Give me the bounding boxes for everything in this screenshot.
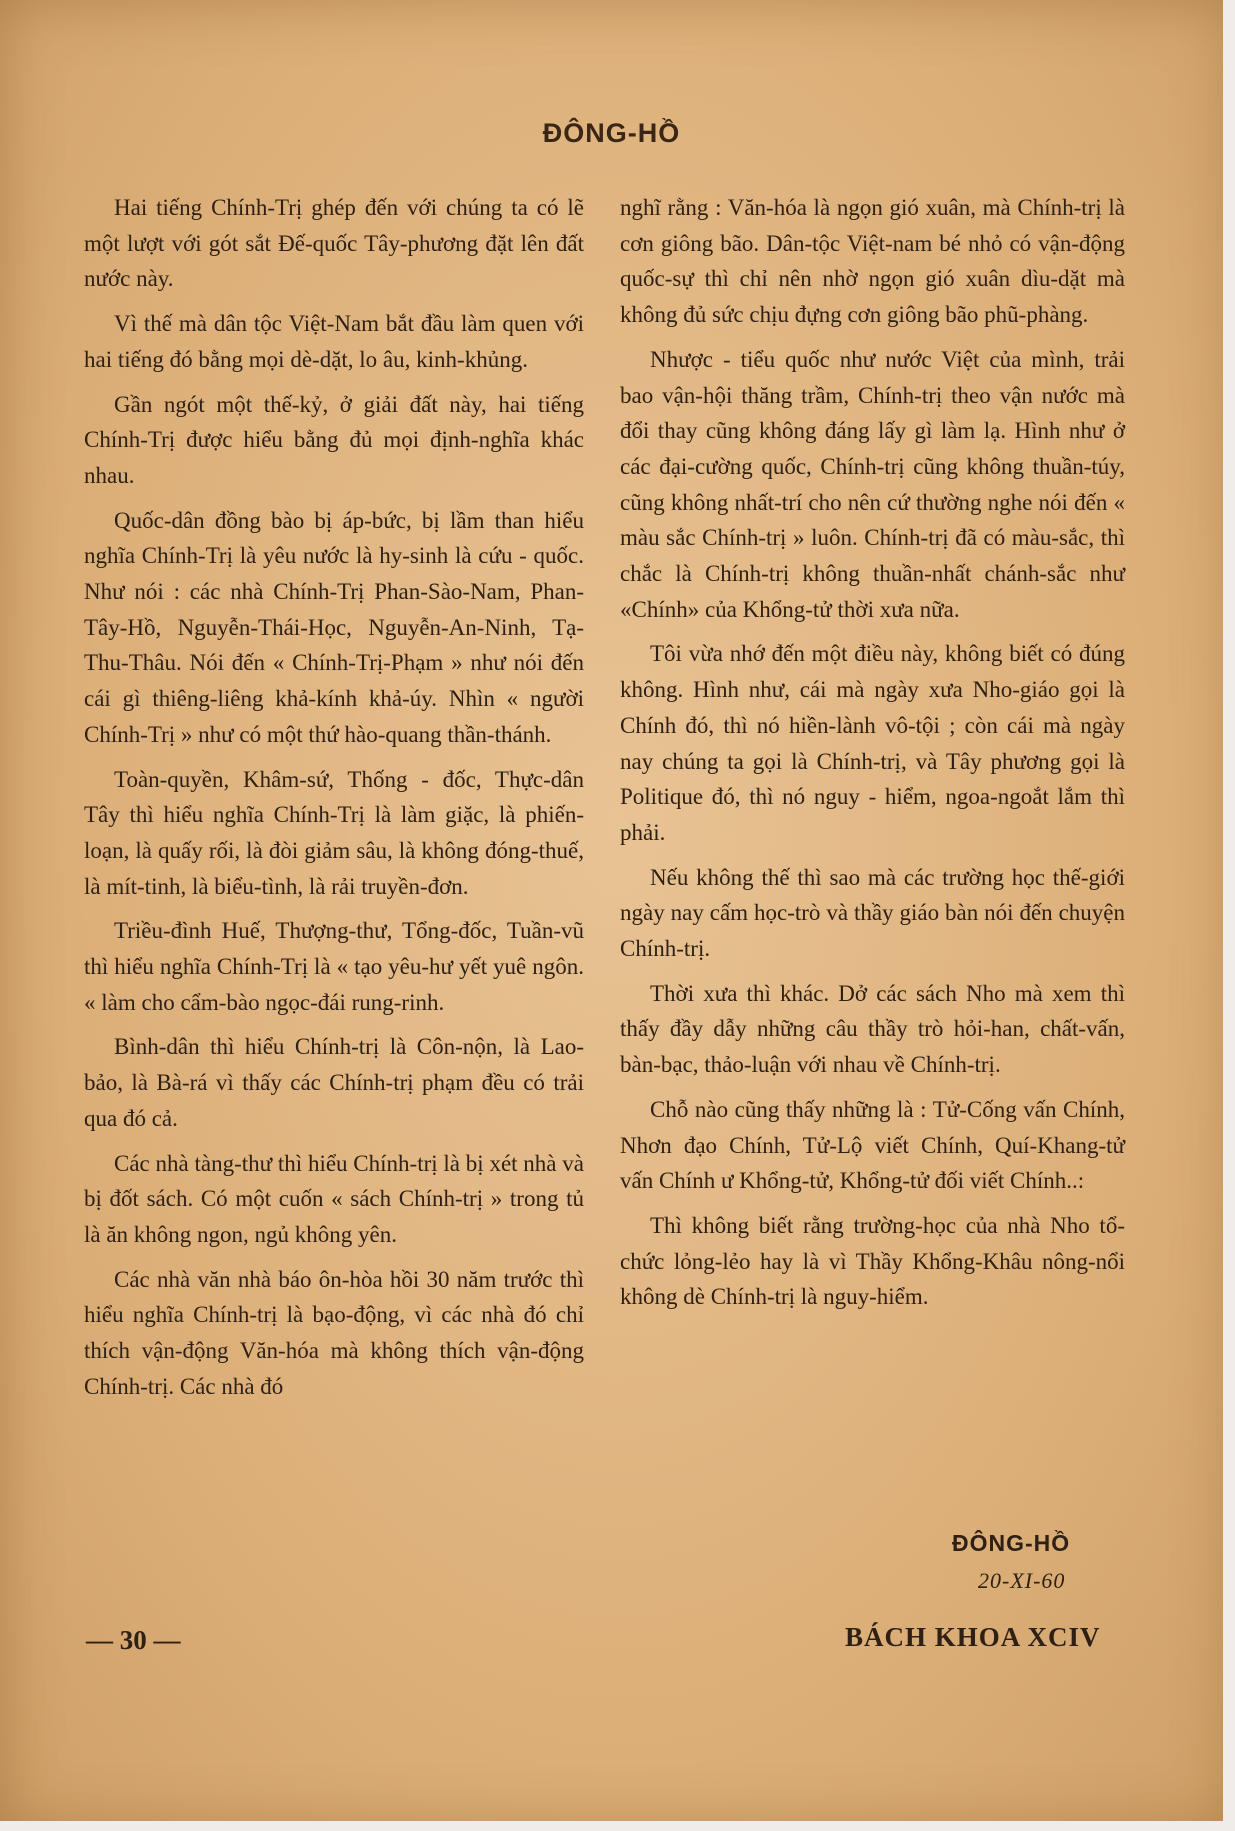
paragraph: Bình-dân thì hiểu Chính-trị là Côn-nộn, là Lao-bảo, là Bà-rá vì thấy các Chính-trị phạm đều có trải qua đó cả.	[84, 1034, 584, 1131]
paragraph: Toàn-quyền, Khâm-sứ, Thống - đốc, Thực-dân Tây thì hiểu nghĩa Chính-Trị là làm giặc, là phiến-loạn, là quấy rối, là đòi giảm sâu, là không đóng-thuế, là mít-tinh, là biểu-tình, là rải truyền-đơn.	[84, 766, 584, 899]
paragraph: Các nhà văn nhà báo ôn-hòa hồi 30 năm trước thì hiểu nghĩa Chính-trị là bạo-động, vì các nhà đó chỉ thích vận-động Văn-hóa mà không thích vận-động Chính-trị. Các nhà đó	[84, 1266, 584, 1399]
publication-title: BÁCH KHOA XCIV	[845, 1622, 1101, 1652]
page-edge-right	[1223, 0, 1235, 1831]
paragraph: Vì thế mà dân tộc Việt-Nam bắt đầu làm quen với hai tiếng đó bằng mọi dè-dặt, lo âu, kinh-khủng.	[84, 311, 584, 372]
paragraph: Triều-đình Huế, Thượng-thư, Tổng-đốc, Tuần-vũ thì hiểu nghĩa Chính-Trị là « tạo yêu-hư yết yuê ngôn. « làm cho cẩm-bào ngọc-đái rung-rinh.	[84, 918, 584, 1015]
left-column	[84, 190, 584, 1414]
signature-date: 20-XI-60	[978, 1568, 1066, 1593]
paragraph: Nếu không thế thì sao mà các trường học thế-giới ngày nay cấm học-trò và thầy giáo bàn nói đến chuyện Chính-trị.	[620, 864, 1125, 962]
author-signature: ĐÔNG-HỒ	[952, 1530, 1071, 1556]
paragraph: Tôi vừa nhớ đến một điều này, không biết có đúng không. Hình như, cái mà ngày xưa Nho-giáo gọi là Chính đó, thì nó hiền-lành vô-tội ; còn cái mà ngày nay chúng ta gọi là Chính-trị, và Tây phương gọi là Politique đó, thì nó nguy - hiểm, ngoa-ngoắt lắm thì phải.	[620, 641, 1125, 845]
page-number: — 30 —	[86, 1625, 181, 1655]
paragraph: Gần ngót một thế-kỷ, ở giải đất này, hai tiếng Chính-Trị được hiểu bằng đủ mọi định-nghĩa khác nhau.	[84, 391, 584, 488]
right-column	[620, 190, 1125, 1324]
paragraph: Hai tiếng Chính-Trị ghép đến với chúng ta có lẽ một lượt với gót sắt Đế-quốc Tây-phương đặt lên đất nước này.	[84, 195, 584, 292]
paragraph: Thì không biết rằng trường-học của nhà Nho tổ-chức lỏng-lẻo hay là vì Thầy Khổng-Khâu nông-nổi không dè Chính-trị là nguy-hiểm.	[620, 1212, 1125, 1310]
page-header: ĐÔNG-HỒ	[542, 118, 681, 148]
paragraph: Chỗ nào cũng thấy những là : Tử-Cống vấn Chính, Nhơn đạo Chính, Tử-Lộ viết Chính, Quí-Khang-tử vấn Chính ư Khổng-tử, Khổng-tử đối viết Chính..:	[620, 1096, 1125, 1194]
paragraph: Quốc-dân đồng bào bị áp-bức, bị lầm than hiểu nghĩa Chính-Trị là yêu nước là hy-sinh là cứu - quốc. Như nói : các nhà Chính-Trị Phan-Sào-Nam, Phan-Tây-Hồ, Nguyễn-Thái-Học, Nguyễn-An-Ninh, Tạ-Thu-Thâu. Nói đến « Chính-Trị-Phạm » như nói đến cái gì thiêng-liêng khả-kính khả-úy. Nhìn « người Chính-Trị » như có một thứ hào-quang thần-thánh.	[84, 507, 584, 747]
paragraph-continuation: nghĩ rằng : Văn-hóa là ngọn gió xuân, mà Chính-trị là cơn giông bão. Dân-tộc Việt-nam bé nhỏ có vận-động quốc-sự thì chỉ nên nhờ ngọn gió xuân dìu-dặt mà không đủ sức chịu đựng cơn giông bão phũ-phàng.	[620, 195, 1125, 328]
page-edge-bottom	[0, 1821, 1235, 1831]
paragraph: Các nhà tàng-thư thì hiểu Chính-trị là bị xét nhà và bị đốt sách. Có một cuốn « sách Chính-trị » trong tủ là ăn không ngon, ngủ không yên.	[84, 1150, 584, 1247]
paragraph: Thời xưa thì khác. Dở các sách Nho mà xem thì thấy đầy dẫy những câu thầy trò hỏi-han, chất-vấn, bàn-bạc, thảo-luận với nhau về Chính-trị.	[620, 980, 1125, 1078]
paragraph: Nhược - tiểu quốc như nước Việt của mình, trải bao vận-hội thăng trầm, Chính-trị theo vận nước mà đổi thay cũng không đáng lấy gì làm lạ. Hình như ở các đại-cường quốc, Chính-trị cũng không thuần-túy, cũng không nhất-trí cho nên cứ thường nghe nói đến « màu sắc Chính-trị » luôn. Chính-trị đã có màu-sắc, thì chắc là Chính-trị không thuần-nhất chánh-sắc như «Chính» của Khổng-tử thời xưa nữa.	[620, 346, 1125, 622]
